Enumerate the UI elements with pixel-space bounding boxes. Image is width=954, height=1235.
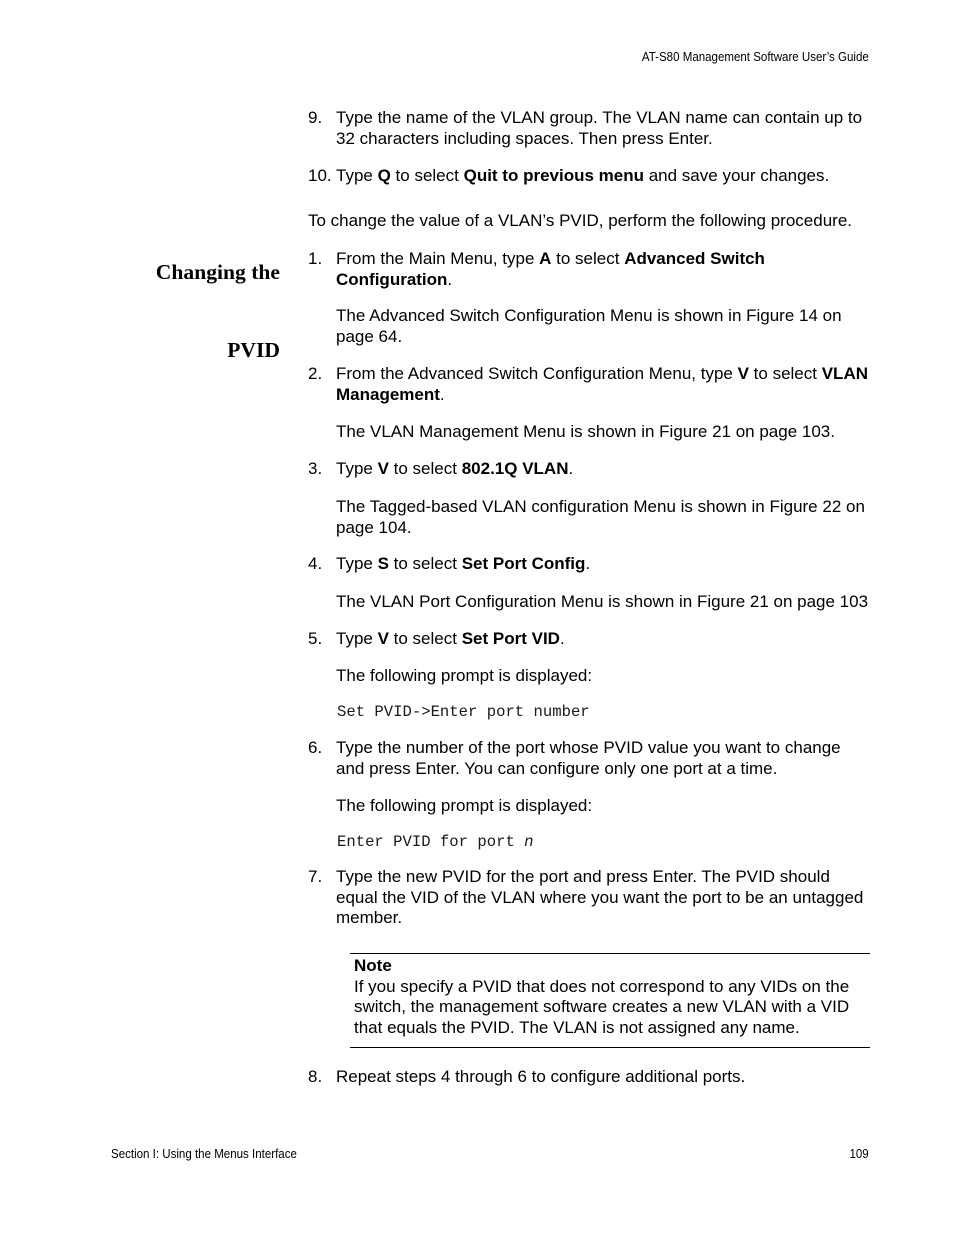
step-body	[336, 1067, 745, 1088]
step-text: .	[559, 629, 565, 648]
footer-page-number	[847, 1146, 869, 1162]
key-letter: A	[539, 249, 552, 268]
step-text-line: 32 characters including spaces. Then press Enter.	[336, 128, 713, 148]
note-line: that equals the PVID. The VLAN is not assigned any name.	[354, 1017, 800, 1037]
step-number: 9.	[308, 108, 323, 127]
step-text-line	[336, 385, 868, 406]
key-letter: V	[377, 459, 389, 478]
step-number: 1.	[308, 249, 323, 268]
step-text: .	[447, 269, 453, 289]
result-line: The following prompt is displayed:	[336, 796, 593, 815]
key-letter: S	[377, 554, 389, 573]
menu-option: 802.1Q VLAN	[461, 459, 569, 478]
step-text-line: Type the new PVID for the port and press Enter. The PVID should	[336, 867, 830, 886]
guide-title: AT-S80 Management Software User’s Guide	[642, 49, 869, 64]
step-text-line: Repeat steps 4 through 6 to configure additional ports.	[336, 1067, 746, 1086]
step-body	[336, 629, 565, 650]
step-text-line: Type the name of the VLAN group. The VLAN name can contain up to	[336, 108, 863, 127]
step-number: 8.	[308, 1067, 323, 1086]
step-2-result	[336, 422, 835, 443]
step-body	[336, 364, 868, 405]
menu-option: Management	[336, 384, 440, 404]
step-text-line: Type the number of the port whose PVID value you want to change	[336, 738, 841, 757]
step-body	[336, 108, 862, 149]
footer-section-label	[111, 1146, 321, 1162]
step-text-line	[336, 249, 765, 270]
step-text: to select	[388, 629, 462, 648]
step-number: 5.	[308, 629, 323, 648]
step-text: and save your changes.	[644, 166, 830, 185]
menu-option: Set Port Config	[461, 554, 586, 573]
page-number: 109	[849, 1146, 869, 1161]
step-body	[336, 249, 765, 290]
step-body	[336, 867, 863, 929]
result-line: The Tagged-based VLAN configuration Menu is shown in Figure 22 on	[336, 497, 865, 516]
step-text: Type	[336, 554, 378, 573]
result-line: The Advanced Switch Configuration Menu is shown in Figure 14 on	[336, 306, 842, 325]
step-3	[308, 459, 573, 480]
step-text: .	[585, 554, 591, 573]
step-text: to select	[388, 554, 462, 573]
step-number: 3.	[308, 459, 323, 478]
step-number: 6.	[308, 738, 323, 757]
step-text-line: equal the VID of the VLAN where you want the port to be an untagged	[336, 887, 864, 907]
key-letter: V	[377, 629, 389, 648]
step-number: 4.	[308, 554, 323, 573]
step-number: 10.	[308, 166, 332, 185]
prompt-text: Enter PVID for port	[337, 833, 525, 851]
prompt-enter-pvid	[337, 832, 534, 852]
note-title: Note	[354, 956, 392, 975]
step-text: Type	[336, 166, 378, 185]
step-body	[336, 738, 841, 779]
step-10	[308, 166, 829, 187]
step-text-line	[336, 459, 573, 480]
step-text: to select	[390, 166, 464, 185]
key-letter: Q	[377, 166, 391, 185]
menu-option: Quit to previous menu	[463, 166, 644, 185]
note-line: switch, the management software creates a new VLAN with a VID	[354, 997, 850, 1016]
menu-option: VLAN	[821, 364, 868, 383]
step-body	[336, 554, 590, 575]
step-3-result	[336, 497, 865, 538]
step-6	[308, 738, 841, 779]
step-text: From the Main Menu, type	[336, 249, 540, 268]
step-4	[308, 554, 590, 575]
step-1	[308, 249, 765, 290]
result-line: The VLAN Management Menu is shown in Figure 21 on page 103.	[336, 422, 835, 441]
step-text: to select	[388, 459, 462, 478]
step-text: Type	[336, 459, 378, 478]
step-8	[308, 1067, 745, 1088]
step-text: to select	[748, 364, 822, 383]
step-body	[336, 166, 829, 187]
step-text: .	[568, 459, 574, 478]
step-text-line	[336, 554, 590, 575]
menu-option: Set Port VID	[461, 629, 560, 648]
step-9	[308, 108, 862, 149]
prompt-set-pvid: Set PVID->Enter port number	[337, 703, 590, 721]
step-text: From the Advanced Switch Configuration Menu, type	[336, 364, 738, 383]
section-heading-line: PVID	[227, 338, 280, 362]
prompt-variable: n	[524, 833, 534, 851]
step-1-result	[336, 306, 842, 347]
step-body	[336, 459, 573, 480]
step-6-result	[336, 796, 592, 817]
step-5	[308, 629, 565, 650]
note-box	[350, 953, 870, 1048]
step-text: Type	[336, 629, 378, 648]
section-heading	[156, 207, 280, 415]
result-line: page 64.	[336, 326, 403, 346]
note-line: If you specify a PVID that does not correspond to any VIDs on the	[354, 976, 850, 996]
step-text-line: member.	[336, 908, 403, 927]
step-text-line: and press Enter. You can configure only one port at a time.	[336, 758, 778, 778]
key-letter: V	[737, 364, 749, 383]
step-text-line	[336, 166, 829, 187]
step-number: 2.	[308, 364, 323, 383]
running-header	[613, 49, 869, 65]
step-5-result	[336, 666, 592, 687]
step-text-line	[336, 364, 868, 385]
step-4-result	[336, 592, 868, 613]
result-line: The VLAN Port Configuration Menu is shown in Figure 21 on page 103	[336, 592, 869, 611]
step-text-line	[336, 629, 565, 650]
step-7	[308, 867, 863, 929]
menu-option: Configuration	[336, 269, 448, 289]
section-heading-line: Changing the	[155, 260, 280, 284]
step-text-line	[336, 270, 765, 291]
result-line: The following prompt is displayed:	[336, 666, 593, 685]
footer-section-text: Section I: Using the Menus Interface	[111, 1146, 297, 1161]
menu-option: Advanced Switch	[624, 249, 765, 268]
step-text: to select	[551, 249, 625, 268]
step-text: .	[439, 384, 445, 404]
step-2	[308, 364, 868, 405]
step-number: 7.	[308, 867, 323, 886]
section-intro: To change the value of a VLAN’s PVID, perform the following procedure.	[308, 211, 852, 230]
result-line: page 104.	[336, 517, 412, 537]
